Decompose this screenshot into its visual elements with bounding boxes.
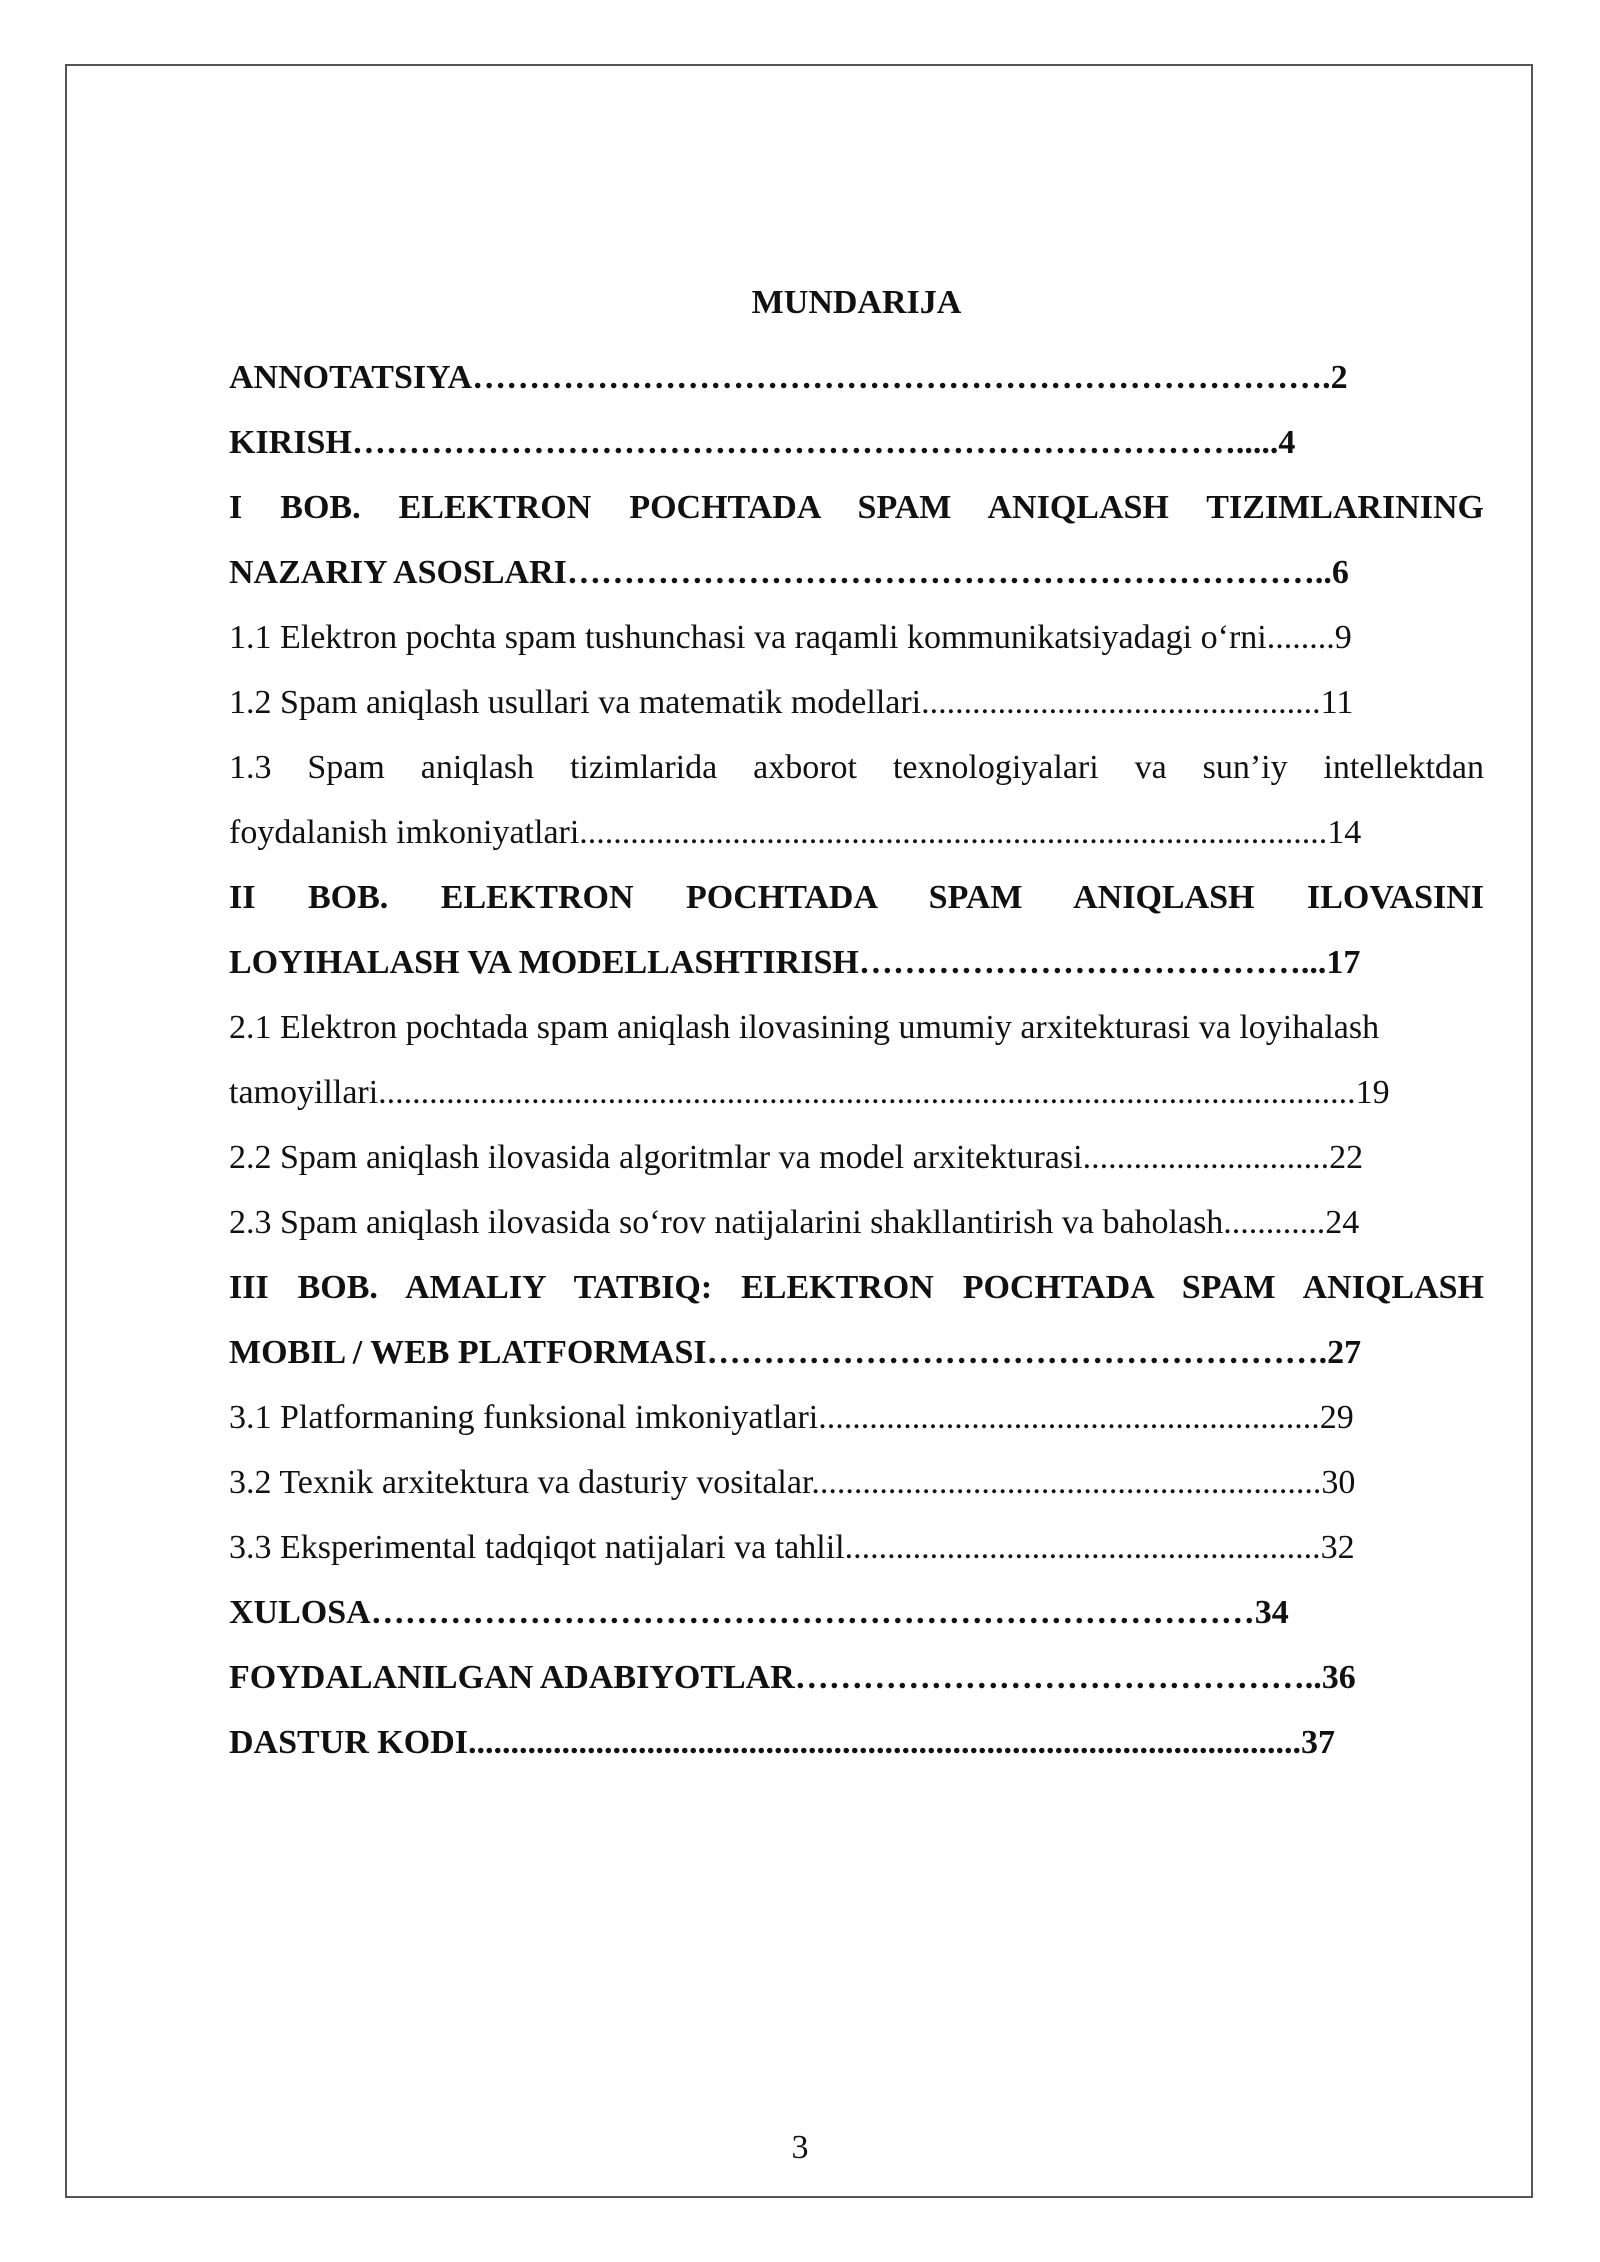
page-number: 3 — [791, 2129, 809, 2166]
toc-entry: XULOSA……………………………………………………………………34 — [229, 1594, 1289, 1631]
toc-entry: 3.1 Platformaning funksional imkoniyatlari...........................................................29 — [229, 1399, 1354, 1436]
toc-entry: III BOB. AMALIY TATBIQ: ELEKTRON POCHTADA SPAM ANIQLASH — [229, 1269, 1484, 1306]
toc-entry: NAZARIY ASOSLARI…………………………………………………………..6 — [229, 554, 1349, 591]
toc-entry: FOYDALANILGAN ADABIYOTLAR………………………………………..36 — [229, 1659, 1356, 1696]
toc-entry: KIRISH…………………………………………………………………….....4 — [229, 424, 1296, 461]
toc-title: MUNDARIJA — [751, 284, 962, 321]
toc-entry: 1.1 Elektron pochta spam tushunchasi va raqamli kommunikatsiyadagi o‘rni........9 — [229, 619, 1352, 656]
toc-entry: DASTUR KODI..................................................................................................37 — [229, 1724, 1335, 1761]
toc-entry: MOBIL / WEB PLATFORMASI……………………………………………….27 — [229, 1334, 1362, 1371]
table-of-contents — [229, 280, 1484, 1775]
toc-entry: foydalanish imkoniyatlari........................................................................................14 — [229, 814, 1362, 851]
toc-entry: LOYIHALASH VA MODELLASHTIRISH…………………………………...17 — [229, 944, 1361, 981]
toc-entry: 2.3 Spam aniqlash ilovasida so‘rov natijalarini shakllantirish va baholash............24 — [229, 1204, 1360, 1241]
toc-entries — [229, 345, 1484, 1775]
toc-entry: 1.3 Spam aniqlash tizimlarida axborot texnologiyalari va sun’iy intellektdan — [229, 749, 1484, 786]
toc-entry: 2.1 Elektron pochtada spam aniqlash ilovasining umumiy arxitekturasi va loyihalash — [229, 1009, 1380, 1046]
toc-entry: 1.2 Spam aniqlash usullari va matematik modellari...............................................11 — [229, 684, 1354, 721]
toc-entry: II BOB. ELEKTRON POCHTADA SPAM ANIQLASH ILOVASINI — [229, 879, 1484, 916]
toc-entry: 3.2 Texnik arxitektura va dasturiy vositalar............................................................30 — [229, 1464, 1356, 1501]
toc-entry: tamoyillari...................................................................................................................19 — [229, 1074, 1390, 1111]
toc-entry: 3.3 Eksperimental tadqiqot natijalari va tahlil........................................................32 — [229, 1529, 1355, 1566]
toc-entry: I BOB. ELEKTRON POCHTADA SPAM ANIQLASH TIZIMLARINING — [229, 489, 1484, 526]
toc-entry: ANNOTATSIYA………………………………………………………………….2 — [229, 359, 1348, 396]
toc-entry: 2.2 Spam aniqlash ilovasida algoritmlar va model arxitekturasi.............................22 — [229, 1139, 1364, 1176]
